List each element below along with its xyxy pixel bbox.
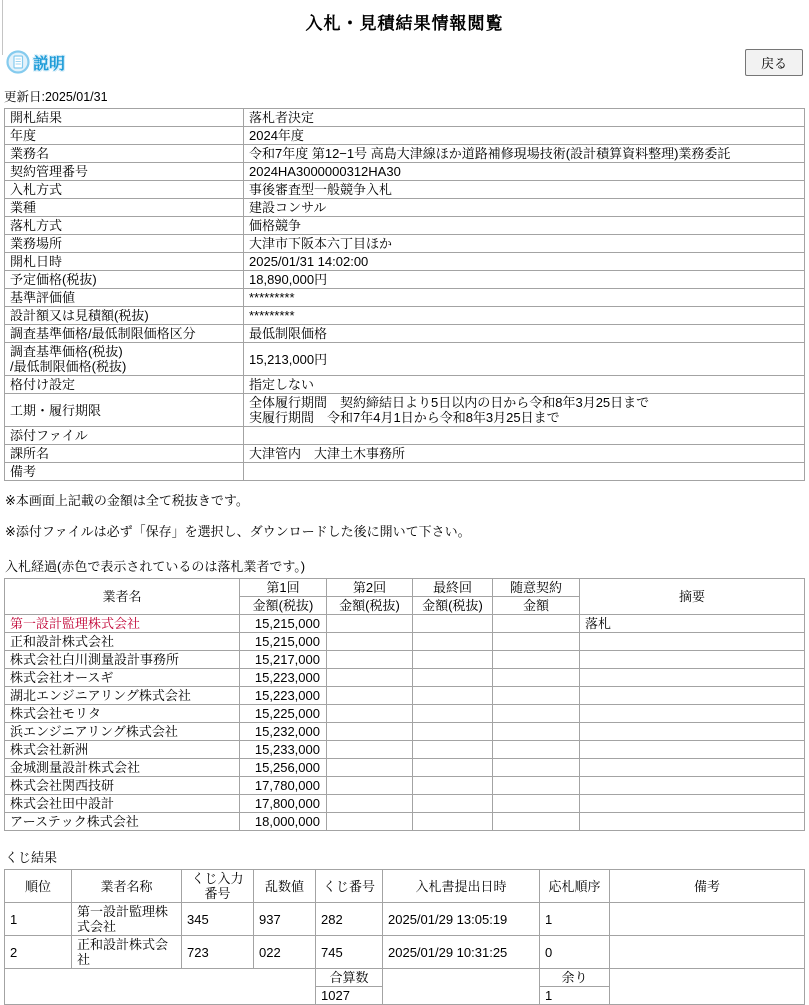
lottery-input: 723 [182,936,254,969]
header-lottery-number: くじ番号 [316,870,383,903]
bid-row [5,813,805,831]
detail-row [5,253,805,271]
bid-row [5,687,805,705]
lottery-row [5,936,805,969]
detail-row [5,427,805,445]
detail-label-line1: 調査基準価格(税抜) [10,344,123,359]
bidder-name: アーステック株式会社 [5,813,240,831]
lottery-rank: 1 [5,903,72,936]
lottery-random: 937 [254,903,316,936]
detail-row [5,145,805,163]
bid-amount-round2 [327,705,413,723]
bidder-name: 浜エンジニアリング株式会社 [5,723,240,741]
bidder-name: 株式会社関西技研 [5,777,240,795]
detail-label: 調査基準価格/最低制限価格区分 [5,325,244,343]
bid-detail-table [4,108,805,481]
detail-value: 価格競争 [244,217,805,235]
detail-label: 予定価格(税抜) [5,271,244,289]
bid-remark [580,687,805,705]
header-company-name: 業者名称 [72,870,182,903]
bid-row [5,777,805,795]
header-negotiated-contract: 随意契約 [493,579,580,597]
bid-amount-round1: 15,232,000 [240,723,327,741]
bid-amount-negotiated [493,813,580,831]
header-remark: 摘要 [580,579,805,615]
bid-remark [580,795,805,813]
lottery-company: 正和設計株式会社 [72,936,182,969]
lottery-number: 282 [316,903,383,936]
detail-label: 業務場所 [5,235,244,253]
bid-row [5,615,805,633]
detail-value-line2: 実履行期間 令和7年4月1日から令和8年3月25日まで [249,410,560,425]
detail-row [5,109,805,127]
detail-row [5,163,805,181]
bid-amount-round2 [327,741,413,759]
bid-amount-negotiated [493,669,580,687]
lottery-header-row [5,870,805,903]
lottery-result-label: くじ結果 [5,850,58,865]
bid-progress-label: 入札経過(赤色で表示されているのは落札業者です。) [5,559,306,574]
header-final-round: 最終回 [413,579,493,597]
bid-amount-round1: 17,780,000 [240,777,327,795]
bid-amount-round1: 15,215,000 [240,615,327,633]
bid-amount-round2 [327,633,413,651]
bid-remark [580,669,805,687]
detail-row [5,445,805,463]
lottery-footer-empty [5,969,316,1005]
bid-amount-negotiated [493,741,580,759]
bid-remark [580,723,805,741]
lottery-note [610,936,805,969]
bid-header-row-1 [5,579,805,597]
bid-amount-negotiated [493,687,580,705]
detail-value: 指定しない [244,376,805,394]
bidder-name-winner: 第一設計監理株式会社 [5,615,240,633]
detail-value: 2025/01/31 14:02:00 [244,253,805,271]
bid-remark [580,705,805,723]
detail-value: 令和7年度 第12−1号 高島大津線ほか道路補修現場技術(設計積算資料整理)業務委託 [244,145,805,163]
bid-amount-round2 [327,795,413,813]
header-lottery-input-number: くじ入力番号 [182,870,254,903]
header-random-value: 乱数値 [254,870,316,903]
detail-label: 開札結果 [5,109,244,127]
bid-row [5,759,805,777]
lottery-footer-empty-date [383,969,540,1005]
detail-row [5,463,805,481]
header-bid-order: 応札順序 [540,870,610,903]
lottery-submitted: 2025/01/29 10:31:25 [383,936,540,969]
bidder-name: 株式会社白川測量設計事務所 [5,651,240,669]
detail-row [5,376,805,394]
detail-row [5,394,805,427]
detail-value: 大津管内 大津土木事務所 [244,445,805,463]
detail-value: 2024年度 [244,127,805,145]
header-amount-ex-tax-1: 金額(税抜) [240,597,327,615]
lottery-random: 022 [254,936,316,969]
detail-value [244,463,805,481]
bid-amount-negotiated [493,759,580,777]
bid-remark [580,759,805,777]
detail-value: 事後審査型一般競争入札 [244,181,805,199]
bid-amount-round1: 15,233,000 [240,741,327,759]
bid-row [5,795,805,813]
bid-amount-final [413,705,493,723]
detail-label: 開札日時 [5,253,244,271]
lottery-footer-row-labels [5,969,805,987]
toolbar [6,47,803,77]
header-round2: 第2回 [327,579,413,597]
frame-border-remnant [2,0,3,55]
bid-amount-negotiated [493,777,580,795]
bid-row [5,633,805,651]
explanation-link[interactable] [6,50,65,74]
explanation-document-icon [6,50,30,74]
detail-value: 15,213,000円 [244,343,805,376]
lottery-order: 0 [540,936,610,969]
detail-label: 契約管理番号 [5,163,244,181]
detail-value-line1: 全体履行期間 契約締結日より5日以内の日から令和8年3月25日まで [249,395,650,410]
bid-amount-round2 [327,615,413,633]
lottery-number: 745 [316,936,383,969]
detail-value: 建設コンサル [244,199,805,217]
detail-value: 2024HA3000000312HA30 [244,163,805,181]
bid-amount-final [413,687,493,705]
bid-remark [580,633,805,651]
bid-remark [580,813,805,831]
detail-value: 最低制限価格 [244,325,805,343]
detail-value: ********* [244,307,805,325]
bid-row [5,669,805,687]
bid-remark [580,777,805,795]
lottery-submitted: 2025/01/29 13:05:19 [383,903,540,936]
note-attachment: ※添付ファイルは必ず「保存」を選択し、ダウンロードした後に開いて下さい。 [5,524,471,539]
bid-row [5,741,805,759]
bid-amount-negotiated [493,705,580,723]
bid-amount-final [413,795,493,813]
header-bidder-name: 業者名 [5,579,240,615]
bid-row [5,705,805,723]
bid-amount-negotiated [493,723,580,741]
lottery-footer-empty-note [610,969,805,1005]
detail-label: 格付け設定 [5,376,244,394]
bidder-name: 株式会社田中設計 [5,795,240,813]
bidder-name: 株式会社オースギ [5,669,240,687]
bid-amount-round1: 15,256,000 [240,759,327,777]
sum-label: 合算数 [316,969,383,987]
header-amount: 金額 [493,597,580,615]
bid-amount-round2 [327,759,413,777]
detail-label: 備考 [5,463,244,481]
detail-row [5,325,805,343]
back-button[interactable]: 戻る [745,49,803,76]
detail-label: 課所名 [5,445,244,463]
bid-amount-final [413,813,493,831]
bid-amount-final [413,777,493,795]
bid-amount-final [413,759,493,777]
remainder-value: 1 [540,987,610,1005]
detail-value [244,394,805,427]
bid-amount-round1: 17,800,000 [240,795,327,813]
detail-label: 添付ファイル [5,427,244,445]
bid-progress-table [4,578,805,831]
detail-label: 業務名 [5,145,244,163]
lottery-note [610,903,805,936]
bidder-name: 湖北エンジニアリング株式会社 [5,687,240,705]
sum-value: 1027 [316,987,383,1005]
detail-label [5,343,244,376]
bid-amount-round2 [327,723,413,741]
header-rank: 順位 [5,870,72,903]
detail-row [5,235,805,253]
bid-remark [580,651,805,669]
header-round1: 第1回 [240,579,327,597]
bidder-name: 正和設計株式会社 [5,633,240,651]
bid-amount-final [413,615,493,633]
bid-amount-round2 [327,813,413,831]
detail-row [5,307,805,325]
bid-amount-final [413,723,493,741]
bid-amount-round1: 15,215,000 [240,633,327,651]
detail-row [5,199,805,217]
bid-row [5,651,805,669]
bid-amount-negotiated [493,651,580,669]
bid-remark [580,741,805,759]
header-note: 備考 [610,870,805,903]
bidder-name: 株式会社新洲 [5,741,240,759]
bid-amount-round1: 18,000,000 [240,813,327,831]
explanation-label: 説明 [33,55,66,73]
bid-amount-final [413,651,493,669]
header-amount-ex-tax-3: 金額(税抜) [413,597,493,615]
lottery-rank: 2 [5,936,72,969]
bid-amount-final [413,669,493,687]
detail-row [5,181,805,199]
bid-amount-negotiated [493,615,580,633]
detail-value [244,427,805,445]
bid-amount-final [413,741,493,759]
lottery-order: 1 [540,903,610,936]
detail-value: 大津市下阪本六丁目ほか [244,235,805,253]
bid-amount-round1: 15,223,000 [240,687,327,705]
notes [5,490,805,540]
remainder-label: 余り [540,969,610,987]
bidder-name: 金城測量設計株式会社 [5,759,240,777]
bid-row [5,723,805,741]
bid-amount-round2 [327,669,413,687]
detail-value: 落札者決定 [244,109,805,127]
note-tax-excluded: ※本画面上記載の金額は全て税抜きです。 [5,493,249,508]
detail-row [5,343,805,376]
bid-amount-final [413,633,493,651]
bid-amount-round1: 15,223,000 [240,669,327,687]
lottery-row [5,903,805,936]
detail-label: 設計額又は見積額(税抜) [5,307,244,325]
lottery-company: 第一設計監理株式会社 [72,903,182,936]
detail-value: 18,890,000円 [244,271,805,289]
lottery-input: 345 [182,903,254,936]
bid-amount-round2 [327,777,413,795]
detail-label: 工期・履行期限 [5,394,244,427]
bid-amount-negotiated [493,633,580,651]
header-bid-submission-datetime: 入札書提出日時 [383,870,540,903]
bid-amount-round1: 15,217,000 [240,651,327,669]
detail-label: 基準評価値 [5,289,244,307]
page-title: 入札・見積結果情報閲覧 [305,14,504,33]
detail-value: ********* [244,289,805,307]
detail-label: 落札方式 [5,217,244,235]
bid-amount-round2 [327,687,413,705]
bid-amount-round2 [327,651,413,669]
detail-row [5,271,805,289]
detail-row [5,217,805,235]
detail-label-line2: /最低制限価格(税抜) [10,359,127,374]
detail-row [5,289,805,307]
detail-row [5,127,805,145]
detail-label: 業種 [5,199,244,217]
bid-amount-round1: 15,225,000 [240,705,327,723]
lottery-result-table [4,869,805,1005]
header-amount-ex-tax-2: 金額(税抜) [327,597,413,615]
bid-amount-negotiated [493,795,580,813]
detail-label: 年度 [5,127,244,145]
bidder-name: 株式会社モリタ [5,705,240,723]
updated-date: 更新日:2025/01/31 [4,90,108,104]
bid-remark: 落札 [580,615,805,633]
detail-label: 入札方式 [5,181,244,199]
